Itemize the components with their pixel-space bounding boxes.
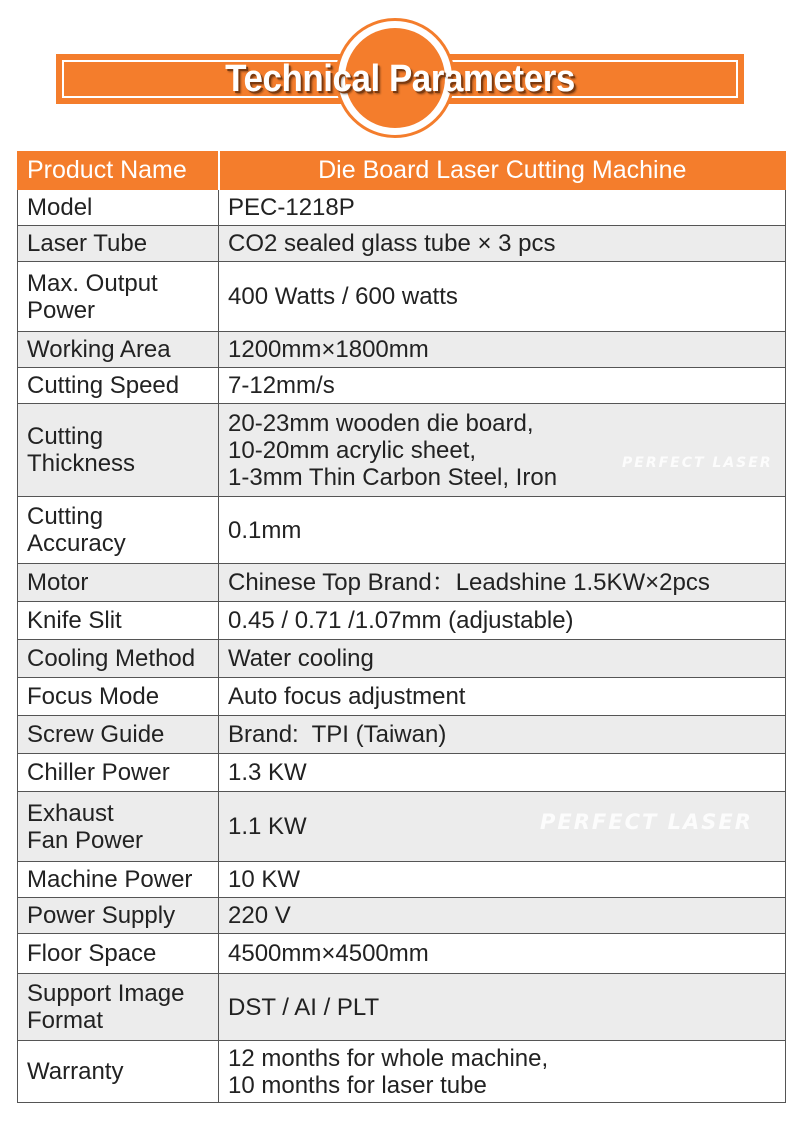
row-value: Chinese Top Brand：Leadshine 1.5KW×2pcs bbox=[219, 564, 786, 602]
row-value: 1.3 KW bbox=[219, 754, 786, 792]
row-label-line: Thickness bbox=[27, 450, 136, 477]
row-value: 1.1 KW bbox=[219, 792, 786, 862]
row-value: CO2 sealed glass tube × 3 pcs bbox=[219, 226, 786, 262]
table-row bbox=[18, 564, 786, 602]
row-value: DST / AI / PLT bbox=[219, 974, 786, 1041]
table-row bbox=[18, 678, 786, 716]
table-row bbox=[18, 497, 786, 564]
row-label: Chiller Power bbox=[18, 754, 219, 792]
row-value-line: 10 months for laser tube bbox=[228, 1071, 487, 1099]
table-row bbox=[18, 262, 786, 332]
row-value: 400 Watts / 600 watts bbox=[219, 262, 786, 332]
row-label-line: Max. Output bbox=[27, 269, 158, 297]
row-value: 4500mm×4500mm bbox=[219, 934, 786, 974]
table-row bbox=[18, 602, 786, 640]
row-label: Motor bbox=[18, 564, 219, 602]
table-header-row bbox=[18, 152, 786, 190]
table-row bbox=[18, 226, 786, 262]
row-value: 0.45 / 0.71 /1.07mm (adjustable) bbox=[219, 602, 786, 640]
row-label: Working Area bbox=[18, 332, 219, 368]
row-label-line: Support Image bbox=[27, 980, 185, 1007]
row-label: Screw Guide bbox=[18, 716, 219, 754]
watermark-text: PERFECT LASER bbox=[622, 455, 773, 471]
row-value: 220 V bbox=[219, 898, 786, 934]
table-row bbox=[18, 898, 786, 934]
row-value bbox=[219, 1041, 786, 1103]
row-label: Machine Power bbox=[18, 862, 219, 898]
row-label: Knife Slit bbox=[18, 602, 219, 640]
row-value: Water cooling bbox=[219, 640, 786, 678]
row-value: Brand: TPI (Taiwan) bbox=[219, 716, 786, 754]
row-label: Laser Tube bbox=[18, 226, 219, 262]
table-row bbox=[18, 368, 786, 404]
row-label bbox=[18, 497, 219, 564]
row-label: Warranty bbox=[18, 1041, 219, 1103]
row-label: Cooling Method bbox=[18, 640, 219, 678]
row-label-line: Power bbox=[27, 296, 96, 324]
row-value bbox=[219, 404, 786, 497]
row-label bbox=[18, 792, 219, 862]
row-label: Focus Mode bbox=[18, 678, 219, 716]
row-value: 7-12mm/s bbox=[219, 368, 786, 404]
table-row bbox=[18, 716, 786, 754]
row-label bbox=[18, 262, 219, 332]
row-label-line: Accuracy bbox=[27, 530, 126, 557]
row-label: Cutting Speed bbox=[18, 368, 219, 404]
watermark-text: PERFECT LASER bbox=[540, 810, 753, 834]
row-label bbox=[18, 974, 219, 1041]
row-value: 10 KW bbox=[219, 862, 786, 898]
table-row bbox=[18, 640, 786, 678]
table-row bbox=[18, 754, 786, 792]
row-value: Auto focus adjustment bbox=[219, 678, 786, 716]
table-row bbox=[18, 974, 786, 1041]
parameters-table bbox=[17, 151, 786, 1103]
row-value-line: 12 months for whole machine, bbox=[228, 1044, 549, 1072]
row-label: Floor Space bbox=[18, 934, 219, 974]
row-value: PEC-1218P bbox=[219, 190, 786, 226]
row-label-line: Cutting bbox=[27, 423, 104, 450]
row-label bbox=[18, 404, 219, 497]
header-label: Product Name bbox=[18, 152, 219, 190]
table-row bbox=[18, 862, 786, 898]
row-label-line: Cutting bbox=[27, 503, 104, 530]
table-row bbox=[18, 934, 786, 974]
header-value: Die Board Laser Cutting Machine bbox=[219, 152, 786, 190]
row-value-line: 20-23mm wooden die board, bbox=[228, 409, 534, 437]
row-label-line: Exhaust bbox=[27, 799, 114, 827]
table-row bbox=[18, 1041, 786, 1103]
row-label-line: Fan Power bbox=[27, 826, 144, 854]
row-label: Power Supply bbox=[18, 898, 219, 934]
row-value-line: 1-3mm Thin Carbon Steel, Iron bbox=[228, 463, 558, 491]
table-row bbox=[18, 404, 786, 497]
page-title: Technical Parameters bbox=[225, 58, 575, 100]
row-value-line: 10-20mm acrylic sheet, bbox=[228, 436, 477, 464]
row-value: 0.1mm bbox=[219, 497, 786, 564]
row-label: Model bbox=[18, 190, 219, 226]
row-label-line: Format bbox=[27, 1007, 104, 1034]
table-row bbox=[18, 190, 786, 226]
table-row bbox=[18, 332, 786, 368]
row-value: 1200mm×1800mm bbox=[219, 332, 786, 368]
